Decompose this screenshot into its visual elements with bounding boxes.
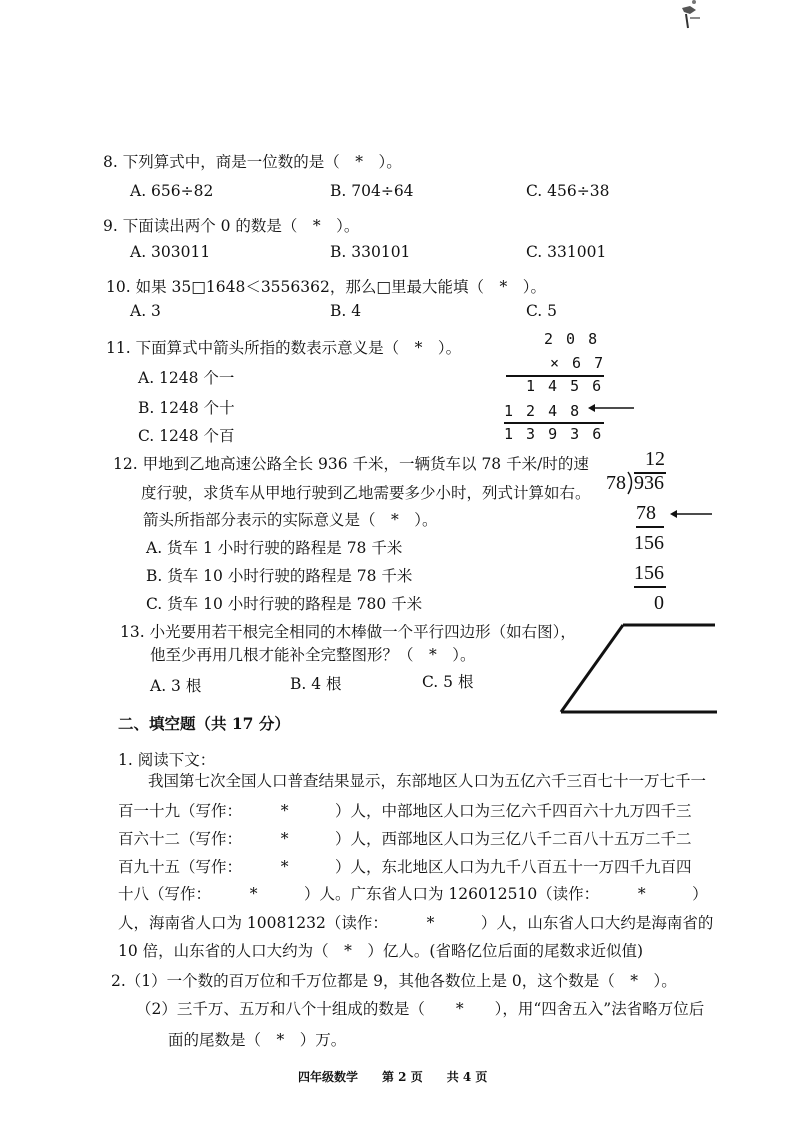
division-rule-2 — [634, 586, 666, 588]
calc-rule-2 — [504, 422, 604, 424]
q11-option-a[interactable]: A. 1248 个一 — [138, 369, 235, 387]
s2-passage-line7: 10 倍，山东省的人口大约为（ * ）亿人。(省略亿位后面的尾数求近似值) — [118, 942, 643, 960]
division-quotient: 12 — [645, 448, 665, 470]
q10-option-b[interactable]: B. 4 — [330, 302, 362, 320]
q11-stem: 11. 下面算式中箭头所指的数表示意义是（ * ）。 — [106, 339, 462, 357]
division-dividend: 936 — [634, 472, 664, 494]
calc-partial-2: 1 2 4 8 — [504, 402, 582, 420]
calc-multiplier: × 6 7 — [550, 354, 606, 372]
q9-option-b[interactable]: B. 330101 — [330, 243, 411, 261]
s2-q2-part1: 2.（1）一个数的百万位和千万位都是 9，其他各数位上是 0，这个数是（ * ）。 — [111, 972, 677, 990]
calc-multiplicand: 2 0 8 — [544, 330, 600, 348]
q11-option-c[interactable]: C. 1248 个百 — [138, 427, 235, 445]
q12-stem-line2: 度行驶，求货车从甲地行驶到乙地需要多少小时，列式计算如右。 — [141, 484, 591, 502]
q12-stem-line3: 箭头所指部分表示的实际意义是（ * ）。 — [143, 511, 438, 529]
q10-option-c[interactable]: C. 5 — [526, 302, 558, 320]
s2-passage-line3: 百六十二（写作： * ）人，西部地区人口为三亿八千二百八十五万二千二 — [118, 830, 692, 848]
division-step-3: 156 — [634, 562, 664, 584]
q8-stem: 8. 下列算式中，商是一位数的是（ * ）。 — [103, 153, 402, 171]
q11-option-b[interactable]: B. 1248 个十 — [138, 399, 235, 417]
s2-passage-line2: 百一十九（写作： * ）人，中部地区人口为三亿六千四百六十九万四千三 — [118, 802, 692, 820]
partial-parallelogram-figure — [555, 620, 720, 720]
q13-option-a[interactable]: A. 3 根 — [150, 677, 202, 695]
arrow-left-icon — [668, 508, 714, 520]
division-rule-1 — [636, 526, 664, 528]
q13-option-b[interactable]: B. 4 根 — [290, 675, 342, 693]
q10-option-a[interactable]: A. 3 — [130, 302, 161, 320]
calc-partial-1: 1 4 5 6 — [526, 377, 604, 395]
q12-option-b[interactable]: B. 货车 10 小时行驶的路程是 78 千米 — [146, 567, 413, 585]
s2-passage-line5: 十八（写作： * ）人。广东省人口为 126012510（读作： * ） — [118, 885, 708, 903]
q8-option-c[interactable]: C. 456÷38 — [526, 182, 610, 200]
scan-artifact-mark — [660, 0, 720, 30]
s2-passage-line1: 我国第七次全国人口普查结果显示，东部地区人口为五亿六千三百七十一万七千一 — [148, 772, 707, 790]
division-remainder: 0 — [654, 592, 664, 614]
q12-stem-line1: 12. 甲地到乙地高速公路全长 936 千米，一辆货车以 78 千米/时的速 — [113, 455, 589, 473]
q12-option-a[interactable]: A. 货车 1 小时行驶的路程是 78 千米 — [146, 539, 403, 557]
s2-q2-part2-line1: （2）三千万、五万和八个十组成的数是（ * ），用“四舍五入”法省略万位后 — [136, 1000, 705, 1018]
s2-passage-line6: 人，海南省人口为 10081232（读作： * ）人，山东省人口大约是海南省的 — [118, 914, 714, 932]
q12-option-c[interactable]: C. 货车 10 小时行驶的路程是 780 千米 — [146, 595, 423, 613]
q10-stem: 10. 如果 35□1648＜3556362，那么□里最大能填（ * ）。 — [106, 278, 546, 296]
page-footer: 四年级数学 第 2 页 共 4 页 — [298, 1070, 488, 1084]
q13-stem-line1: 13. 小光要用若干根完全相同的木棒做一个平行四边形（如右图）， — [120, 623, 576, 641]
q8-option-b[interactable]: B. 704÷64 — [330, 182, 414, 200]
q9-option-a[interactable]: A. 303011 — [130, 243, 211, 261]
q9-stem: 9. 下面读出两个 0 的数是（ * ）。 — [103, 217, 360, 235]
calc-product: 1 3 9 3 6 — [504, 425, 604, 443]
division-divisor: 78 — [606, 472, 626, 494]
s2-q2-part2-line2: 面的尾数是（ * ）万。 — [168, 1031, 347, 1049]
q8-option-a[interactable]: A. 656÷82 — [130, 182, 214, 200]
q13-stem-line2: 他至少再用几根才能补全完整图形？（ * ）。 — [150, 646, 476, 664]
division-step-2: 156 — [634, 532, 664, 554]
s2-passage-line4: 百九十五（写作： * ）人，东北地区人口为九千八百五十一万四千九百四 — [118, 858, 692, 876]
s2-q1-intro: 1. 阅读下文： — [118, 751, 216, 769]
q9-option-c[interactable]: C. 331001 — [526, 243, 607, 261]
q13-option-c[interactable]: C. 5 根 — [422, 673, 474, 691]
arrow-left-icon — [586, 402, 636, 414]
section-2-title: 二、填空题（共 17 分） — [118, 714, 290, 733]
division-step-1: 78 — [636, 502, 656, 524]
